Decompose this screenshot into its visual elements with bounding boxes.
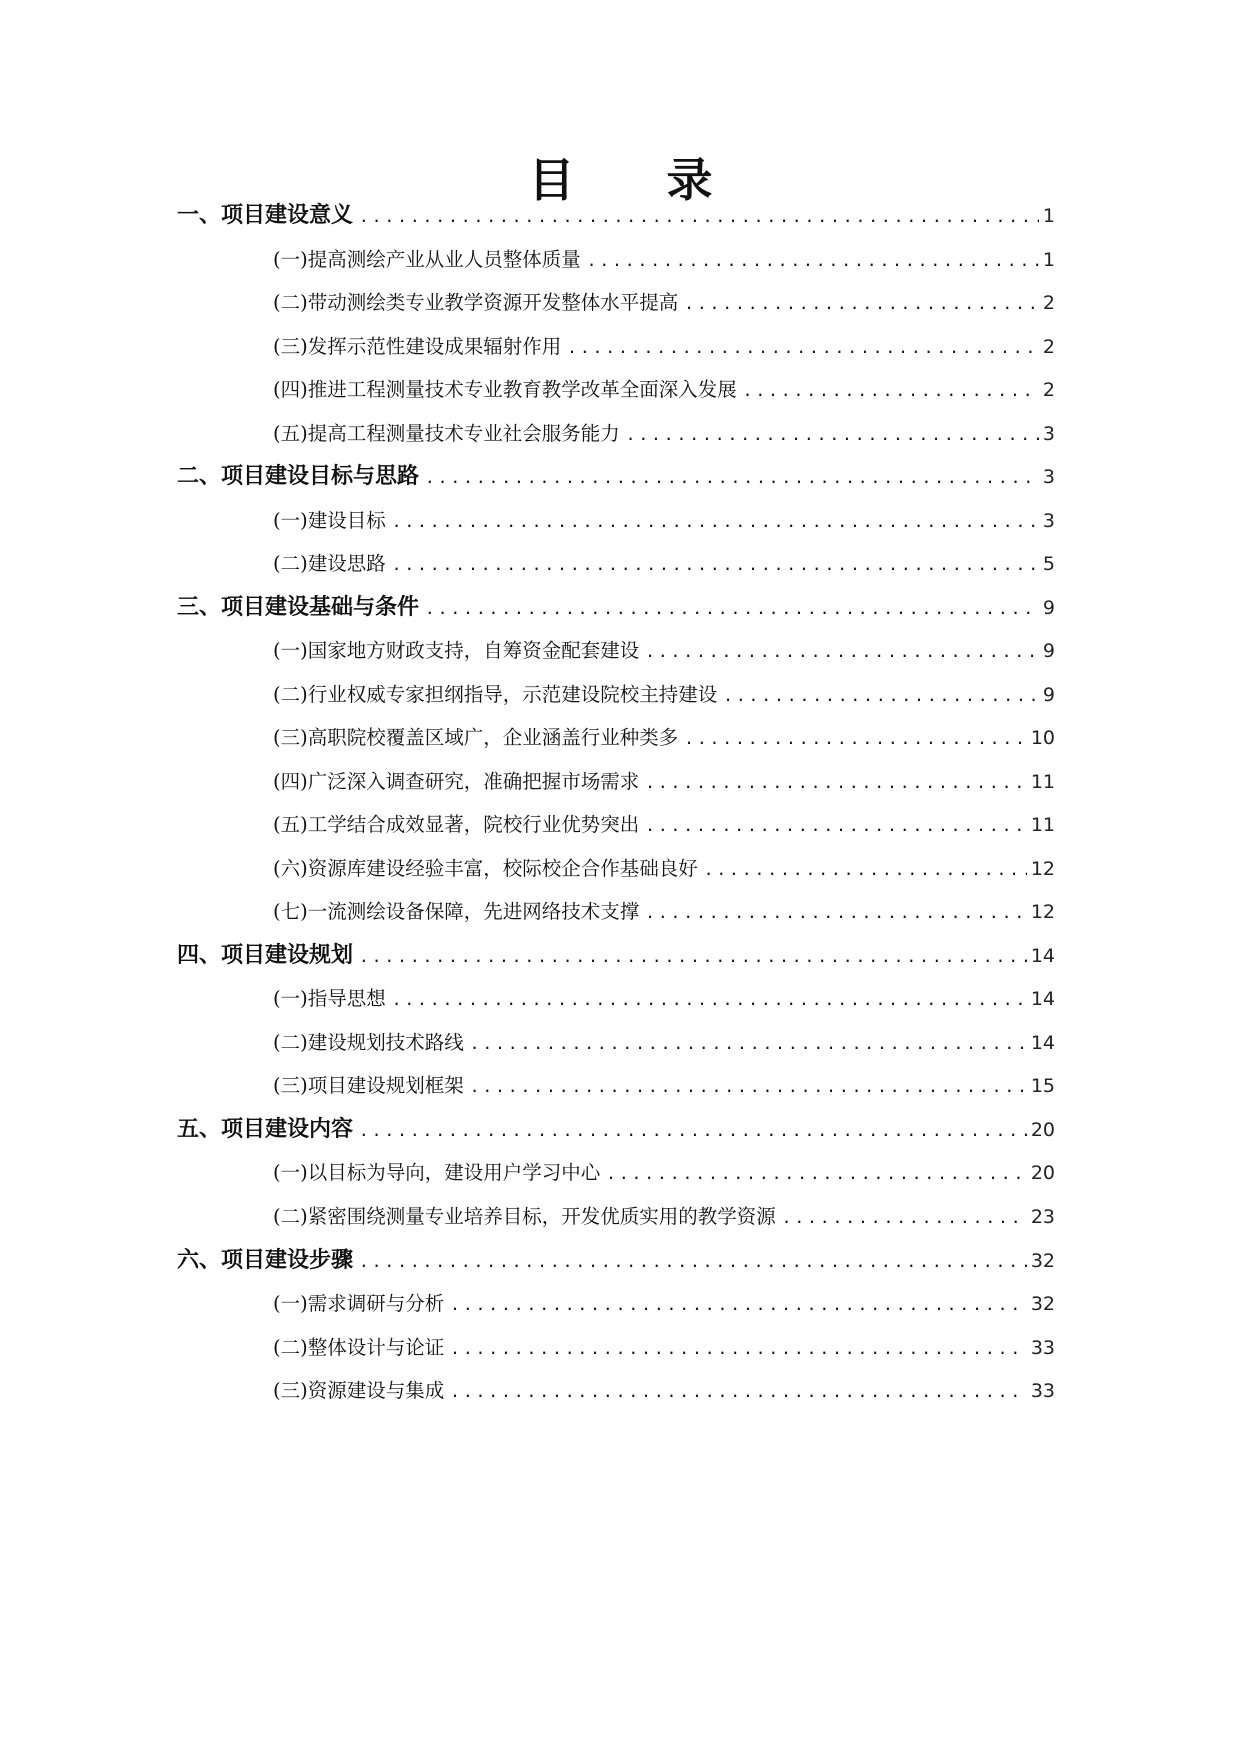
dot-leader	[392, 983, 1027, 1017]
toc-section-title: 三、项目建设基础与条件	[177, 595, 420, 620]
toc-entry-3-6[interactable]	[273, 852, 1055, 886]
toc-entry-title: (三)项目建设规划框架	[273, 1074, 464, 1097]
toc-page-number: 2	[1042, 379, 1055, 401]
toc-section-title: 六、项目建设步骤	[177, 1248, 354, 1273]
toc-entry-title: (二)带动测绘类专业教学资源开发整体水平提高	[273, 291, 679, 314]
dot-leader	[470, 1027, 1027, 1061]
toc-page-number: 2	[1042, 292, 1055, 314]
toc-entry-1-3[interactable]	[273, 330, 1055, 364]
toc-entry-1-2[interactable]	[273, 286, 1055, 320]
toc-entry-title: (二)整体设计与论证	[273, 1336, 445, 1359]
toc-page-number: 33	[1030, 1337, 1055, 1359]
toc-page-number: 2	[1042, 336, 1055, 358]
toc-entry-title: (四)广泛深入调查研究，准确把握市场需求	[273, 770, 640, 793]
toc-section-1[interactable]	[177, 199, 1055, 233]
dot-leader	[425, 461, 1039, 495]
toc-page-number: 32	[1030, 1250, 1055, 1272]
dot-leader	[645, 766, 1027, 800]
dot-leader	[684, 287, 1039, 321]
toc-entry-title: (七)一流测绘设备保障，先进网络技术支撑	[273, 900, 640, 923]
toc-entry-3-3[interactable]	[273, 721, 1055, 755]
toc-entry-title: (三)发挥示范性建设成果辐射作用	[273, 335, 562, 358]
toc-entry-4-1[interactable]	[273, 982, 1055, 1016]
toc-section-2[interactable]	[177, 460, 1055, 494]
toc-entry-1-1[interactable]	[273, 243, 1055, 277]
toc-entry-title: (一)国家地方财政支持，自筹资金配套建设	[273, 639, 640, 662]
dot-leader	[567, 331, 1039, 365]
dot-leader	[470, 1070, 1027, 1104]
toc-entry-4-3[interactable]	[273, 1069, 1055, 1103]
toc-page-number: 3	[1042, 510, 1055, 532]
toc-section-title: 四、项目建设规划	[177, 943, 354, 968]
dot-leader	[359, 1245, 1027, 1279]
toc-entry-title: (六)资源库建设经验丰富，校际校企合作基础良好	[273, 857, 698, 880]
dot-leader	[626, 418, 1039, 452]
dot-leader	[645, 809, 1027, 843]
dot-leader	[743, 374, 1039, 408]
toc-page-number: 12	[1030, 858, 1055, 880]
toc-entry-title: (二)建设规划技术路线	[273, 1031, 464, 1054]
toc-entry-3-4[interactable]	[273, 765, 1055, 799]
toc-entry-2-1[interactable]	[273, 504, 1055, 538]
toc-page-number: 15	[1030, 1075, 1055, 1097]
toc-page-number: 23	[1030, 1206, 1055, 1228]
toc-entry-3-1[interactable]	[273, 634, 1055, 668]
toc-page-number: 1	[1042, 249, 1055, 271]
toc-entry-title: (一)需求调研与分析	[273, 1292, 445, 1315]
toc-entry-title: (二)建设思路	[273, 552, 386, 575]
toc-page-number: 14	[1030, 1032, 1055, 1054]
toc-page-number: 20	[1030, 1119, 1055, 1141]
dot-leader	[723, 679, 1039, 713]
toc-entry-title: (四)推进工程测量技术专业教育教学改革全面深入发展	[273, 378, 737, 401]
dot-leader	[606, 1157, 1027, 1191]
toc-page-number: 1	[1042, 205, 1055, 227]
toc-entry-1-5[interactable]	[273, 417, 1055, 451]
toc-page-number: 14	[1030, 945, 1055, 967]
dot-leader	[359, 940, 1027, 974]
toc-entry-4-2[interactable]	[273, 1026, 1055, 1060]
toc-section-title: 一、项目建设意义	[177, 203, 354, 228]
toc-page-number: 12	[1030, 901, 1055, 923]
dot-leader	[704, 853, 1027, 887]
toc-page-number: 33	[1030, 1380, 1055, 1402]
toc-section-3[interactable]	[177, 591, 1055, 625]
toc-entry-5-2[interactable]	[273, 1200, 1055, 1234]
toc-page-number: 20	[1030, 1162, 1055, 1184]
toc-page-number: 9	[1042, 640, 1055, 662]
toc-page-number: 9	[1042, 684, 1055, 706]
toc-entry-title: (二)行业权威专家担纲指导，示范建设院校主持建设	[273, 683, 718, 706]
dot-leader	[392, 505, 1039, 539]
toc-entry-title: (一)提高测绘产业从业人员整体质量	[273, 248, 581, 271]
toc-entry-5-1[interactable]	[273, 1156, 1055, 1190]
dot-leader	[359, 200, 1039, 234]
toc-section-6[interactable]	[177, 1244, 1055, 1278]
toc-entry-title: (五)提高工程测量技术专业社会服务能力	[273, 422, 620, 445]
dot-leader	[587, 244, 1039, 278]
dot-leader	[782, 1201, 1027, 1235]
toc-entry-6-1[interactable]	[273, 1287, 1055, 1321]
toc-entry-title: (一)建设目标	[273, 509, 386, 532]
toc-page-number: 3	[1042, 466, 1055, 488]
page-title: 目 录	[528, 153, 751, 207]
toc-page-number: 10	[1030, 727, 1055, 749]
toc-entry-2-2[interactable]	[273, 547, 1055, 581]
toc-entry-title: (五)工学结合成效显著，院校行业优势突出	[273, 813, 640, 836]
toc-entry-6-3[interactable]	[273, 1374, 1055, 1408]
toc-entry-3-7[interactable]	[273, 895, 1055, 929]
toc-section-4[interactable]	[177, 939, 1055, 973]
toc-section-5[interactable]	[177, 1113, 1055, 1147]
dot-leader	[450, 1288, 1027, 1322]
dot-leader	[450, 1332, 1027, 1366]
toc-entry-title: (三)资源建设与集成	[273, 1379, 445, 1402]
toc-page-number: 3	[1042, 423, 1055, 445]
toc-section-title: 五、项目建设内容	[177, 1117, 354, 1142]
dot-leader	[684, 722, 1027, 756]
toc-page-number: 5	[1042, 553, 1055, 575]
dot-leader	[450, 1375, 1027, 1409]
toc-entry-title: (一)指导思想	[273, 987, 386, 1010]
dot-leader	[645, 635, 1039, 669]
toc-entry-6-2[interactable]	[273, 1331, 1055, 1365]
toc-entry-3-2[interactable]	[273, 678, 1055, 712]
toc-section-title: 二、项目建设目标与思路	[177, 464, 420, 489]
toc-page-number: 32	[1030, 1293, 1055, 1315]
dot-leader	[425, 592, 1039, 626]
toc-page-number: 11	[1030, 814, 1055, 836]
dot-leader	[359, 1114, 1027, 1148]
toc-page-number: 14	[1030, 988, 1055, 1010]
toc-page-number: 11	[1030, 771, 1055, 793]
toc-entry-3-5[interactable]	[273, 808, 1055, 842]
toc-page-number: 9	[1042, 597, 1055, 619]
dot-leader	[392, 548, 1039, 582]
toc-entry-title: (二)紧密围绕测量专业培养目标，开发优质实用的教学资源	[273, 1205, 776, 1228]
toc-entry-title: (一)以目标为导向，建设用户学习中心	[273, 1161, 601, 1184]
toc-entry-1-4[interactable]	[273, 373, 1055, 407]
toc-entry-title: (三)高职院校覆盖区域广，企业涵盖行业种类多	[273, 726, 679, 749]
dot-leader	[645, 896, 1027, 930]
